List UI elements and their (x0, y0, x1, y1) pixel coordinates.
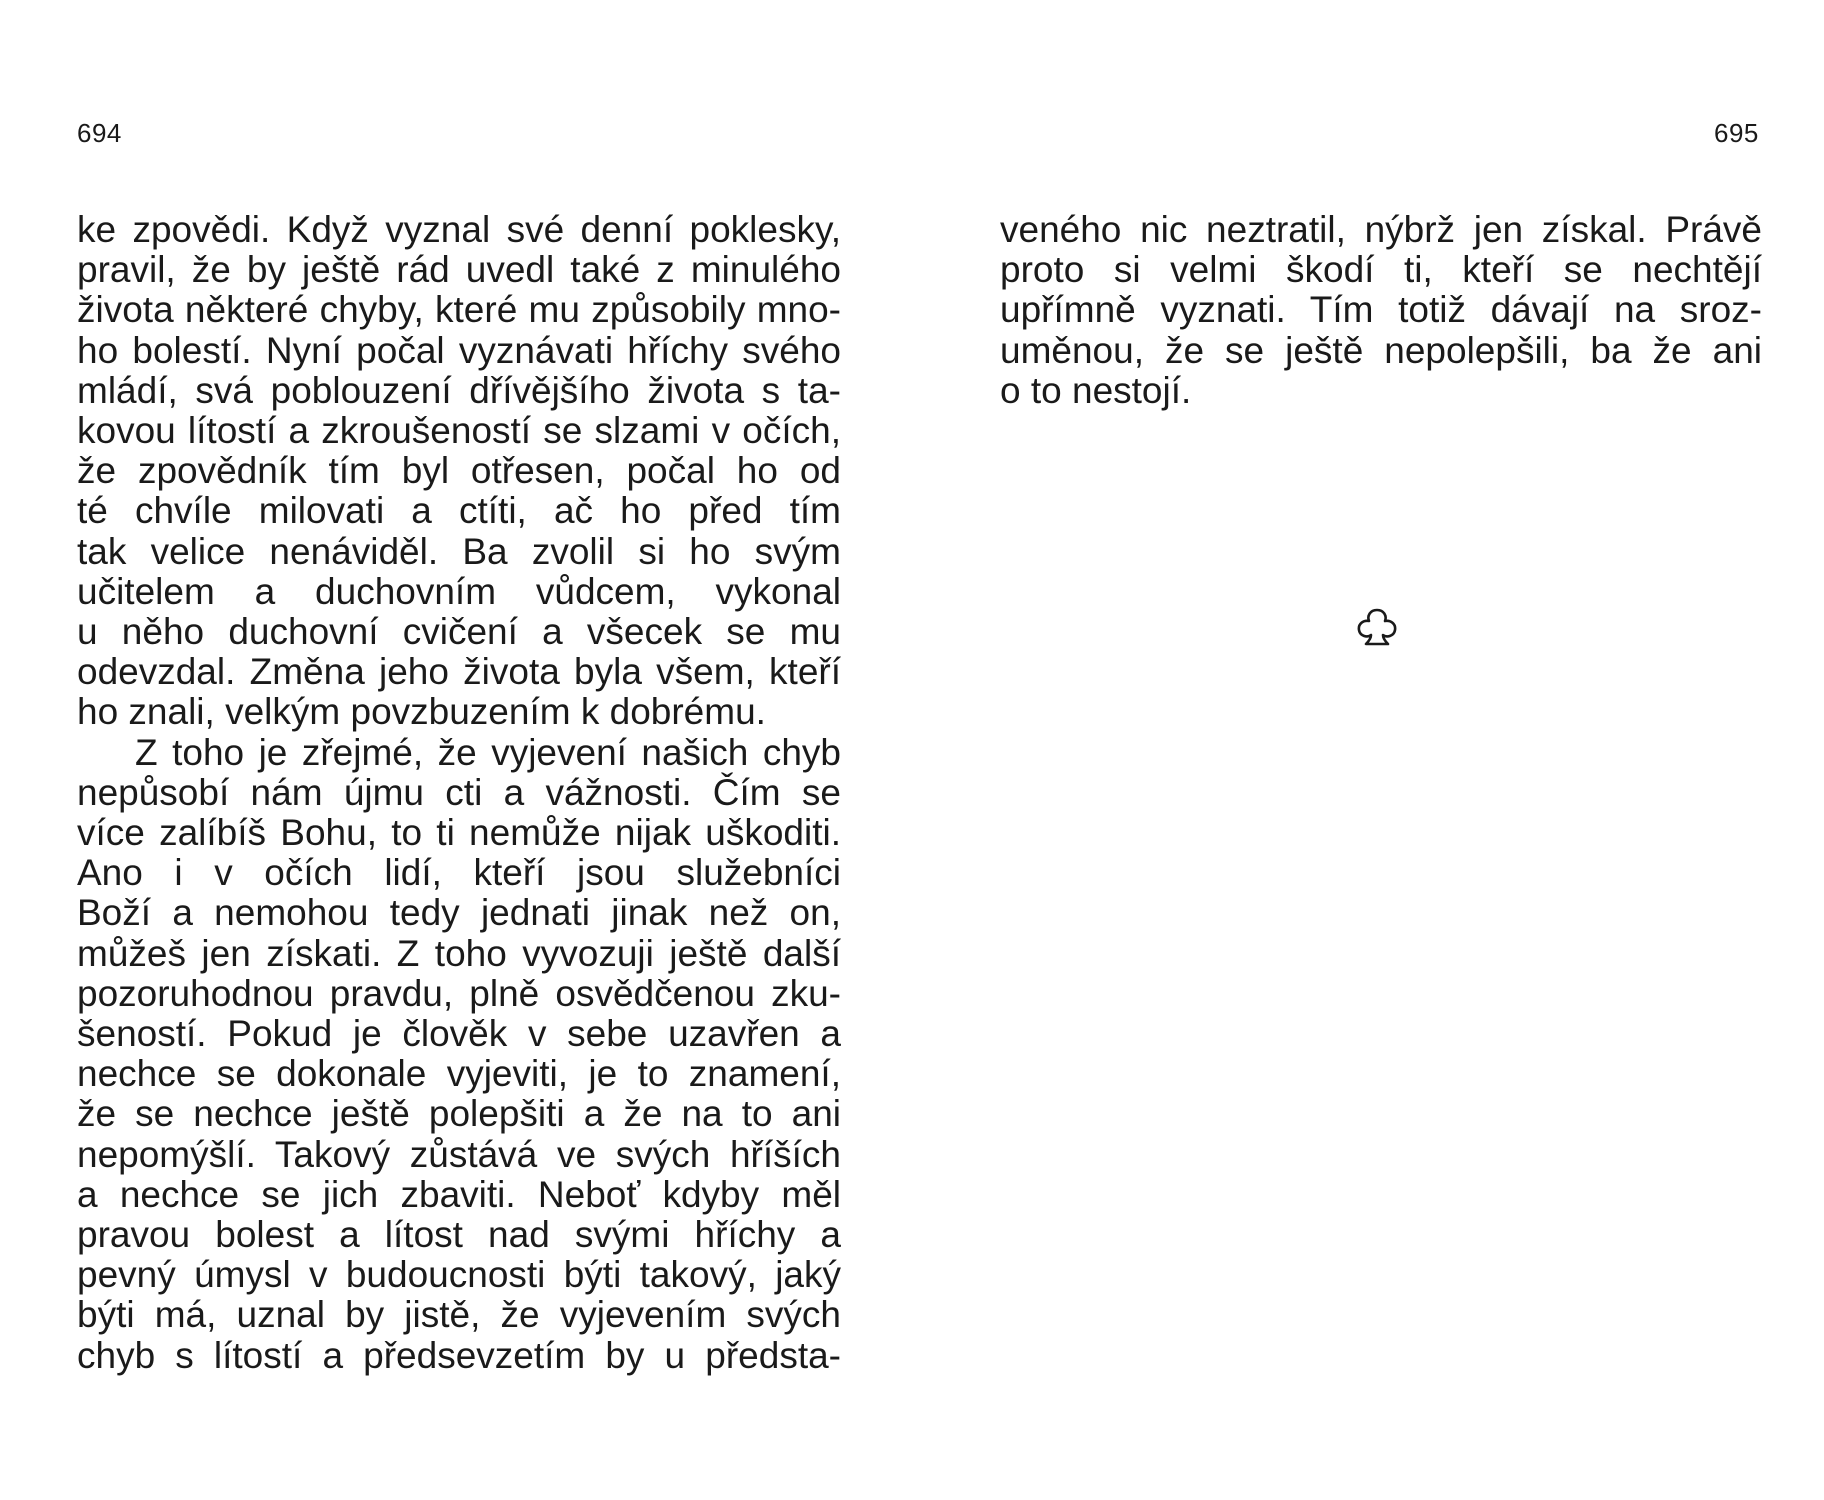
text-line: u něho duchovní cvičení a všecek se mu (77, 611, 841, 653)
text-line: upřímně vyznati. Tím totiž dávají na sroz- (1000, 289, 1762, 331)
text-line: života některé chyby, které mu způsobily mno- (77, 289, 841, 331)
text-line: pevný úmysl v budoucnosti býti takový, jaký (77, 1254, 841, 1296)
text-line: býti má, uznal by jistě, že vyjevením svých (77, 1294, 841, 1336)
text-line: více zalíbíš Bohu, to ti nemůže nijak uškoditi. (77, 812, 841, 854)
text-line: nechce se dokonale vyjeviti, je to znamení, (77, 1053, 841, 1095)
text-line: ho bolestí. Nyní počal vyznávati hříchy svého (77, 329, 841, 371)
text-line: kovou lítostí a zkroušeností se slzami v očích, (77, 410, 841, 452)
text-line: mládí, svá poblouzení dřívějšího života s ta- (77, 369, 841, 411)
text-line: proto si velmi škodí ti, kteří se nechtějí (1000, 249, 1762, 291)
text-line: ho znali, velkým povzbuzením k dobrému. (77, 691, 766, 733)
text-line: o to nestojí. (1000, 369, 1192, 411)
text-line: nepůsobí nám újmu cti a vážnosti. Čím se (77, 771, 841, 813)
text-line: Ano i v očích lidí, kteří jsou služebníci (77, 852, 841, 894)
text-line: že zpovědník tím byl otřesen, počal ho od (77, 450, 841, 492)
text-line: nepomýšlí. Takový zůstává ve svých hříších (77, 1133, 841, 1175)
text-line: učitelem a duchovním vůdcem, vykonal (77, 570, 841, 612)
text-line: veného nic neztratil, nýbrž jen získal. Právě (1000, 209, 1762, 250)
text-line: Z toho je zřejmé, že vyjevení našich chyb (135, 731, 841, 773)
text-line: chyb s lítostí a předsevzetím by u předsta- (77, 1334, 841, 1376)
text-line: ke zpovědi. Když vyznal své denní poklesky, (77, 209, 841, 250)
text-line: tak velice nenáviděl. Ba zvolil si ho svým (77, 530, 841, 572)
text-line: šeností. Pokud je člověk v sebe uzavřen a (77, 1013, 841, 1055)
page-number-right: 695 (1714, 118, 1759, 148)
text-line: pozoruhodnou pravdu, plně osvědčenou zku- (77, 972, 841, 1014)
text-line: a nechce se jich zbaviti. Neboť kdyby měl (77, 1173, 841, 1215)
right-page-text (1000, 210, 1762, 411)
left-page-text (77, 210, 841, 1376)
trefoil-ornament-icon (1352, 602, 1402, 652)
page-number-left: 694 (77, 118, 122, 148)
text-line: pravil, že by ještě rád uvedl také z minulého (77, 249, 841, 291)
text-line: odevzdal. Změna jeho života byla všem, kteří (77, 651, 841, 693)
text-line: že se nechce ještě polepšiti a že na to ani (77, 1093, 841, 1135)
text-line: uměnou, že se ještě nepolepšili, ba že ani (1000, 329, 1762, 371)
text-line: můžeš jen získati. Z toho vyvozuji ještě další (77, 932, 841, 974)
text-line: té chvíle milovati a ctíti, ač ho před tím (77, 490, 841, 532)
text-line: Boží a nemohou tedy jednati jinak než on, (77, 892, 841, 934)
text-line: pravou bolest a lítost nad svými hříchy a (77, 1214, 841, 1256)
